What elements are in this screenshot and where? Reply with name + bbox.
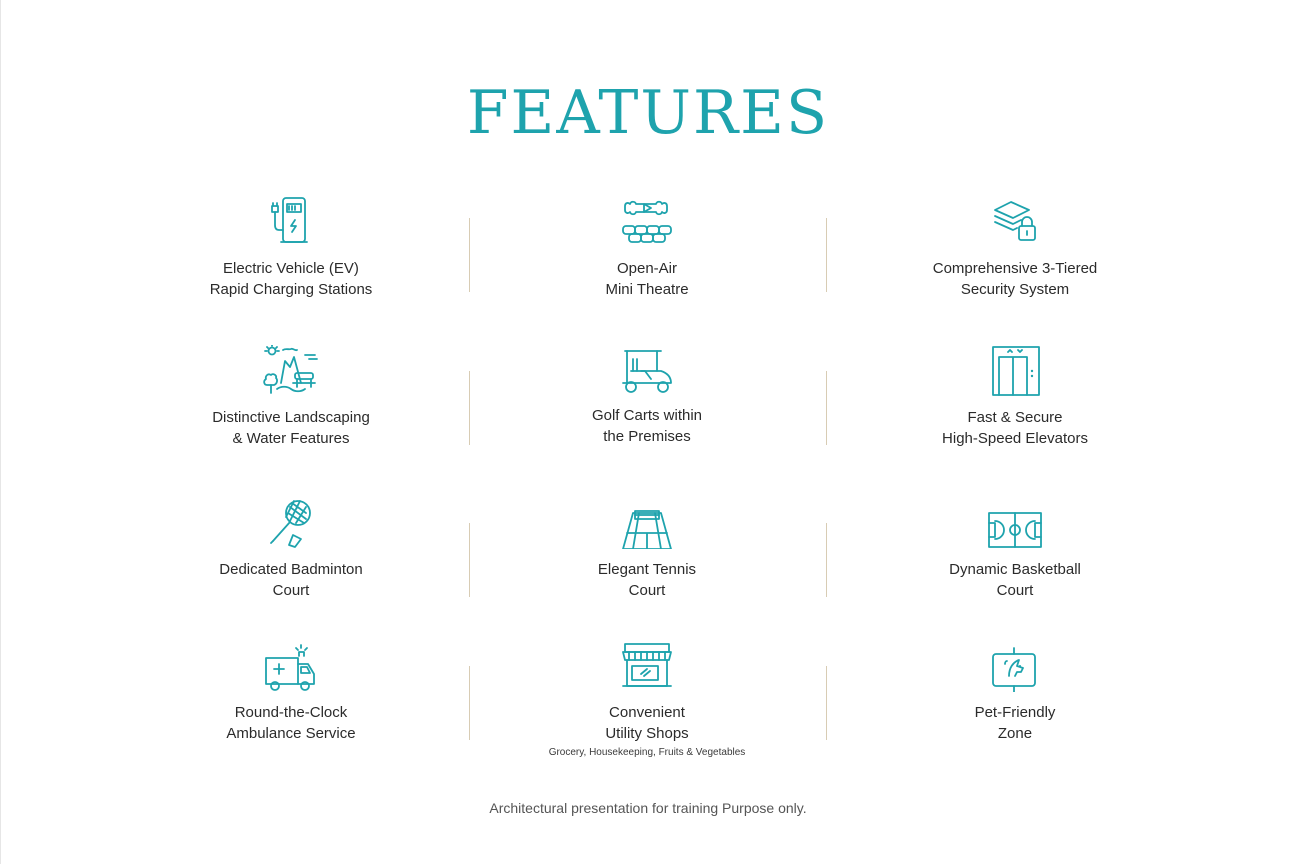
feature-ambulance bbox=[141, 640, 441, 744]
feature-label-line1: Elegant Tennis bbox=[597, 561, 697, 578]
column-divider bbox=[469, 666, 470, 740]
feature-label-line1: Distinctive Landscaping bbox=[212, 409, 370, 426]
basketball-court-icon bbox=[985, 497, 1045, 549]
column-divider bbox=[469, 371, 470, 445]
feature-label-line1: Fast & Secure bbox=[967, 409, 1063, 426]
feature-label-line2: Mini Theatre bbox=[605, 281, 689, 298]
feature-basketball bbox=[865, 497, 1165, 601]
feature-label-line1: Dedicated Badminton bbox=[219, 561, 363, 578]
feature-label-line1: Electric Vehicle (EV) bbox=[223, 260, 359, 277]
feature-label-line2: Court bbox=[628, 582, 666, 599]
feature-label-line1: Dynamic Basketball bbox=[949, 561, 1081, 578]
ambulance-icon bbox=[261, 640, 321, 692]
column-divider bbox=[826, 666, 827, 740]
elevator-icon bbox=[985, 345, 1045, 397]
column-divider bbox=[826, 218, 827, 292]
pet-zone-icon bbox=[985, 640, 1045, 692]
shop-icon bbox=[617, 640, 677, 692]
column-divider bbox=[469, 523, 470, 597]
feature-golf-cart bbox=[497, 345, 797, 447]
feature-label-line2: Ambulance Service bbox=[226, 725, 356, 742]
feature-label-line2: Security System bbox=[960, 281, 1070, 298]
feature-label-line2: Rapid Charging Stations bbox=[209, 281, 373, 298]
feature-label-line2: Zone bbox=[997, 725, 1033, 742]
feature-label-line1: Open-Air bbox=[616, 260, 678, 277]
feature-label-line2: High-Speed Elevators bbox=[942, 430, 1088, 447]
badminton-icon bbox=[261, 497, 321, 549]
feature-utility-shops bbox=[497, 640, 797, 760]
feature-label-line1: Golf Carts within bbox=[591, 407, 703, 424]
feature-security bbox=[865, 196, 1165, 300]
feature-label-line2: & Water Features bbox=[232, 430, 350, 447]
theatre-icon bbox=[617, 196, 677, 248]
feature-badminton bbox=[141, 497, 441, 601]
footer-disclaimer: Architectural presentation for training Purpose only. bbox=[489, 800, 807, 816]
feature-label-line2: Utility Shops bbox=[605, 725, 689, 742]
page-title: FEATURES bbox=[466, 78, 830, 148]
feature-label-line1: Convenient bbox=[609, 704, 685, 721]
column-divider bbox=[469, 218, 470, 292]
feature-landscaping bbox=[141, 345, 441, 449]
feature-theatre bbox=[497, 196, 797, 300]
feature-sublabel: Grocery, Housekeeping, Fruits & Vegetables bbox=[548, 747, 746, 758]
feature-elevator bbox=[865, 345, 1165, 449]
security-lock-icon bbox=[985, 196, 1045, 248]
feature-label-line1: Round-the-Clock bbox=[234, 704, 348, 721]
feature-label-line2: Court bbox=[996, 582, 1034, 599]
tennis-court-icon bbox=[617, 497, 677, 549]
feature-pet-zone bbox=[865, 640, 1165, 744]
golf-cart-icon bbox=[617, 345, 677, 397]
column-divider bbox=[826, 371, 827, 445]
feature-label-line1: Pet-Friendly bbox=[974, 704, 1056, 721]
landscaping-icon bbox=[261, 345, 321, 397]
column-divider bbox=[826, 523, 827, 597]
feature-label-line2: Court bbox=[272, 582, 310, 599]
feature-label-line2: the Premises bbox=[603, 428, 691, 445]
feature-label-line1: Comprehensive 3-Tiered bbox=[932, 260, 1098, 277]
ev-charging-icon bbox=[261, 196, 321, 248]
feature-tennis bbox=[497, 497, 797, 601]
feature-ev-charging bbox=[141, 196, 441, 300]
